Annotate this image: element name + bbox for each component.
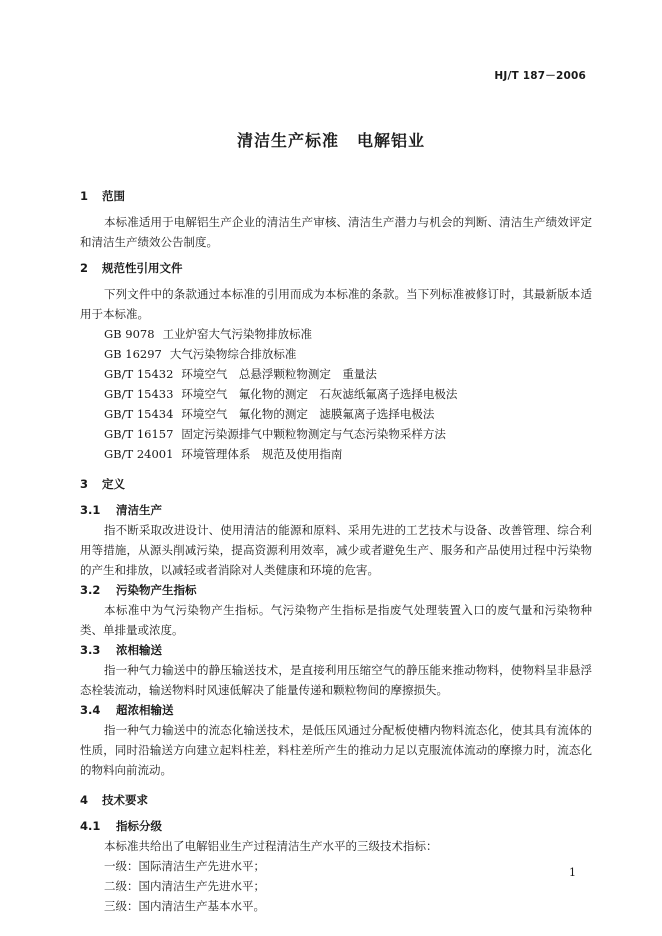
grade-item: 一级：国际清洁生产先进水平；: [104, 859, 265, 873]
grade-item: 二级：国内清洁生产先进水平；: [104, 879, 265, 893]
page-number: 1: [569, 866, 576, 879]
subsection-3-2-paragraph: 本标准中为气污染物产生指标。气污染物产生指标是指废气处理装置入口的废气量和污染物种类、单排量或浓度。: [80, 603, 592, 637]
subsection-title: 超浓相输送: [116, 703, 174, 717]
section-number: 3: [80, 477, 89, 491]
subsection-3-4-heading: [80, 700, 592, 720]
section-title: 定义: [102, 477, 125, 491]
subsection-3-1-heading: [80, 500, 592, 520]
section-3-heading: [80, 474, 592, 494]
section-1-heading: [80, 186, 592, 206]
section-title: 范围: [102, 189, 125, 203]
reference-title: 环境管理体系 规范及使用指南: [181, 447, 343, 461]
section-4-heading: [80, 790, 592, 810]
reference-title: 固定污染源排气中颗粒物测定与气态污染物采样方法: [181, 427, 446, 441]
reference-title: 工业炉窑大气污染物排放标准: [162, 327, 313, 341]
subsection-4-1-paragraph: 本标准共给出了电解铝业生产过程清洁生产水平的三级技术指标：: [104, 839, 438, 853]
reference-title: 环境空气 氟化物的测定 滤膜氟离子选择电极法: [181, 407, 435, 421]
reference-item: [80, 444, 592, 464]
reference-item: [80, 344, 592, 364]
subsection-number: 3.1: [80, 503, 101, 517]
subsection-number: 4.1: [80, 819, 101, 833]
reference-item: [80, 404, 592, 424]
subsection-3-3-paragraph: 指一种气力输送中的静压输送技术，是直接利用压缩空气的静压能来推动物料，使物料呈非悬浮态栓装流动，输送物料时风速低解决了能量传递和颗粒物间的摩擦损失。: [80, 663, 592, 697]
reference-code: GB/T 24001: [104, 447, 174, 461]
section-number: 4: [80, 793, 89, 807]
subsection-3-3-heading: [80, 640, 592, 660]
reference-title: 环境空气 氟化物的测定 石灰滤纸氟离子选择电极法: [181, 387, 458, 401]
section-title: 技术要求: [102, 793, 148, 807]
subsection-number: 3.4: [80, 703, 101, 717]
reference-code: GB/T 15434: [104, 407, 174, 421]
subsection-title: 污染物产生指标: [116, 583, 197, 597]
grade-item: 三级：国内清洁生产基本水平。: [104, 899, 265, 913]
section-number: 2: [80, 261, 89, 275]
subsection-4-1-heading: [80, 816, 592, 836]
subsection-3-1-paragraph: 指不断采取改进设计、使用清洁的能源和原料、采用先进的工艺技术与设备、改善管理、综合利用等措施，从源头削减污染，提高资源利用效率，减少或者避免生产、服务和产品使用过程中污染物的产生和排放，以减轻或者消除对人类健康和环境的危害。: [80, 523, 592, 577]
subsection-title: 指标分级: [116, 819, 162, 833]
reference-item: [80, 384, 592, 404]
title-part-1: 清洁生产标准: [236, 131, 339, 150]
standard-code: HJ/T 187－2006: [494, 70, 586, 82]
document-body: [80, 186, 592, 916]
reference-code: GB/T 15433: [104, 387, 174, 401]
reference-item: [80, 364, 592, 384]
subsection-3-2-heading: [80, 580, 592, 600]
section-2-heading: [80, 258, 592, 278]
section-1-paragraph: 本标准适用于电解铝生产企业的清洁生产审核、清洁生产潜力与机会的判断、清洁生产绩效评定和清洁生产绩效公告制度。: [80, 215, 592, 249]
section-number: 1: [80, 189, 89, 203]
subsection-title: 清洁生产: [116, 503, 162, 517]
reference-item: [80, 324, 592, 344]
reference-title: 大气污染物综合排放标准: [169, 347, 297, 361]
reference-item: [80, 424, 592, 444]
reference-code: GB 16297: [104, 347, 162, 361]
reference-code: GB/T 15432: [104, 367, 174, 381]
section-2-paragraph: 下列文件中的条款通过本标准的引用而成为本标准的条款。当下列标准被修订时，其最新版本适用于本标准。: [80, 287, 592, 321]
document-title: [0, 128, 662, 151]
section-title: 规范性引用文件: [102, 261, 183, 275]
reference-title: 环境空气 总悬浮颗粒物测定 重量法: [181, 367, 377, 381]
reference-code: GB 9078: [104, 327, 155, 341]
title-part-2: 电解铝业: [357, 131, 426, 150]
subsection-number: 3.3: [80, 643, 101, 657]
subsection-number: 3.2: [80, 583, 101, 597]
reference-code: GB/T 16157: [104, 427, 174, 441]
subsection-3-4-paragraph: 指一种气力输送中的流态化输送技术，是低压风通过分配板使槽内物料流态化，使其具有流体的性质，同时沿输送方向建立起料柱差，料柱差所产生的推动力足以克服流体流动的摩擦力时，流态化的物料向前流动。: [80, 723, 592, 777]
subsection-title: 浓相输送: [116, 643, 162, 657]
